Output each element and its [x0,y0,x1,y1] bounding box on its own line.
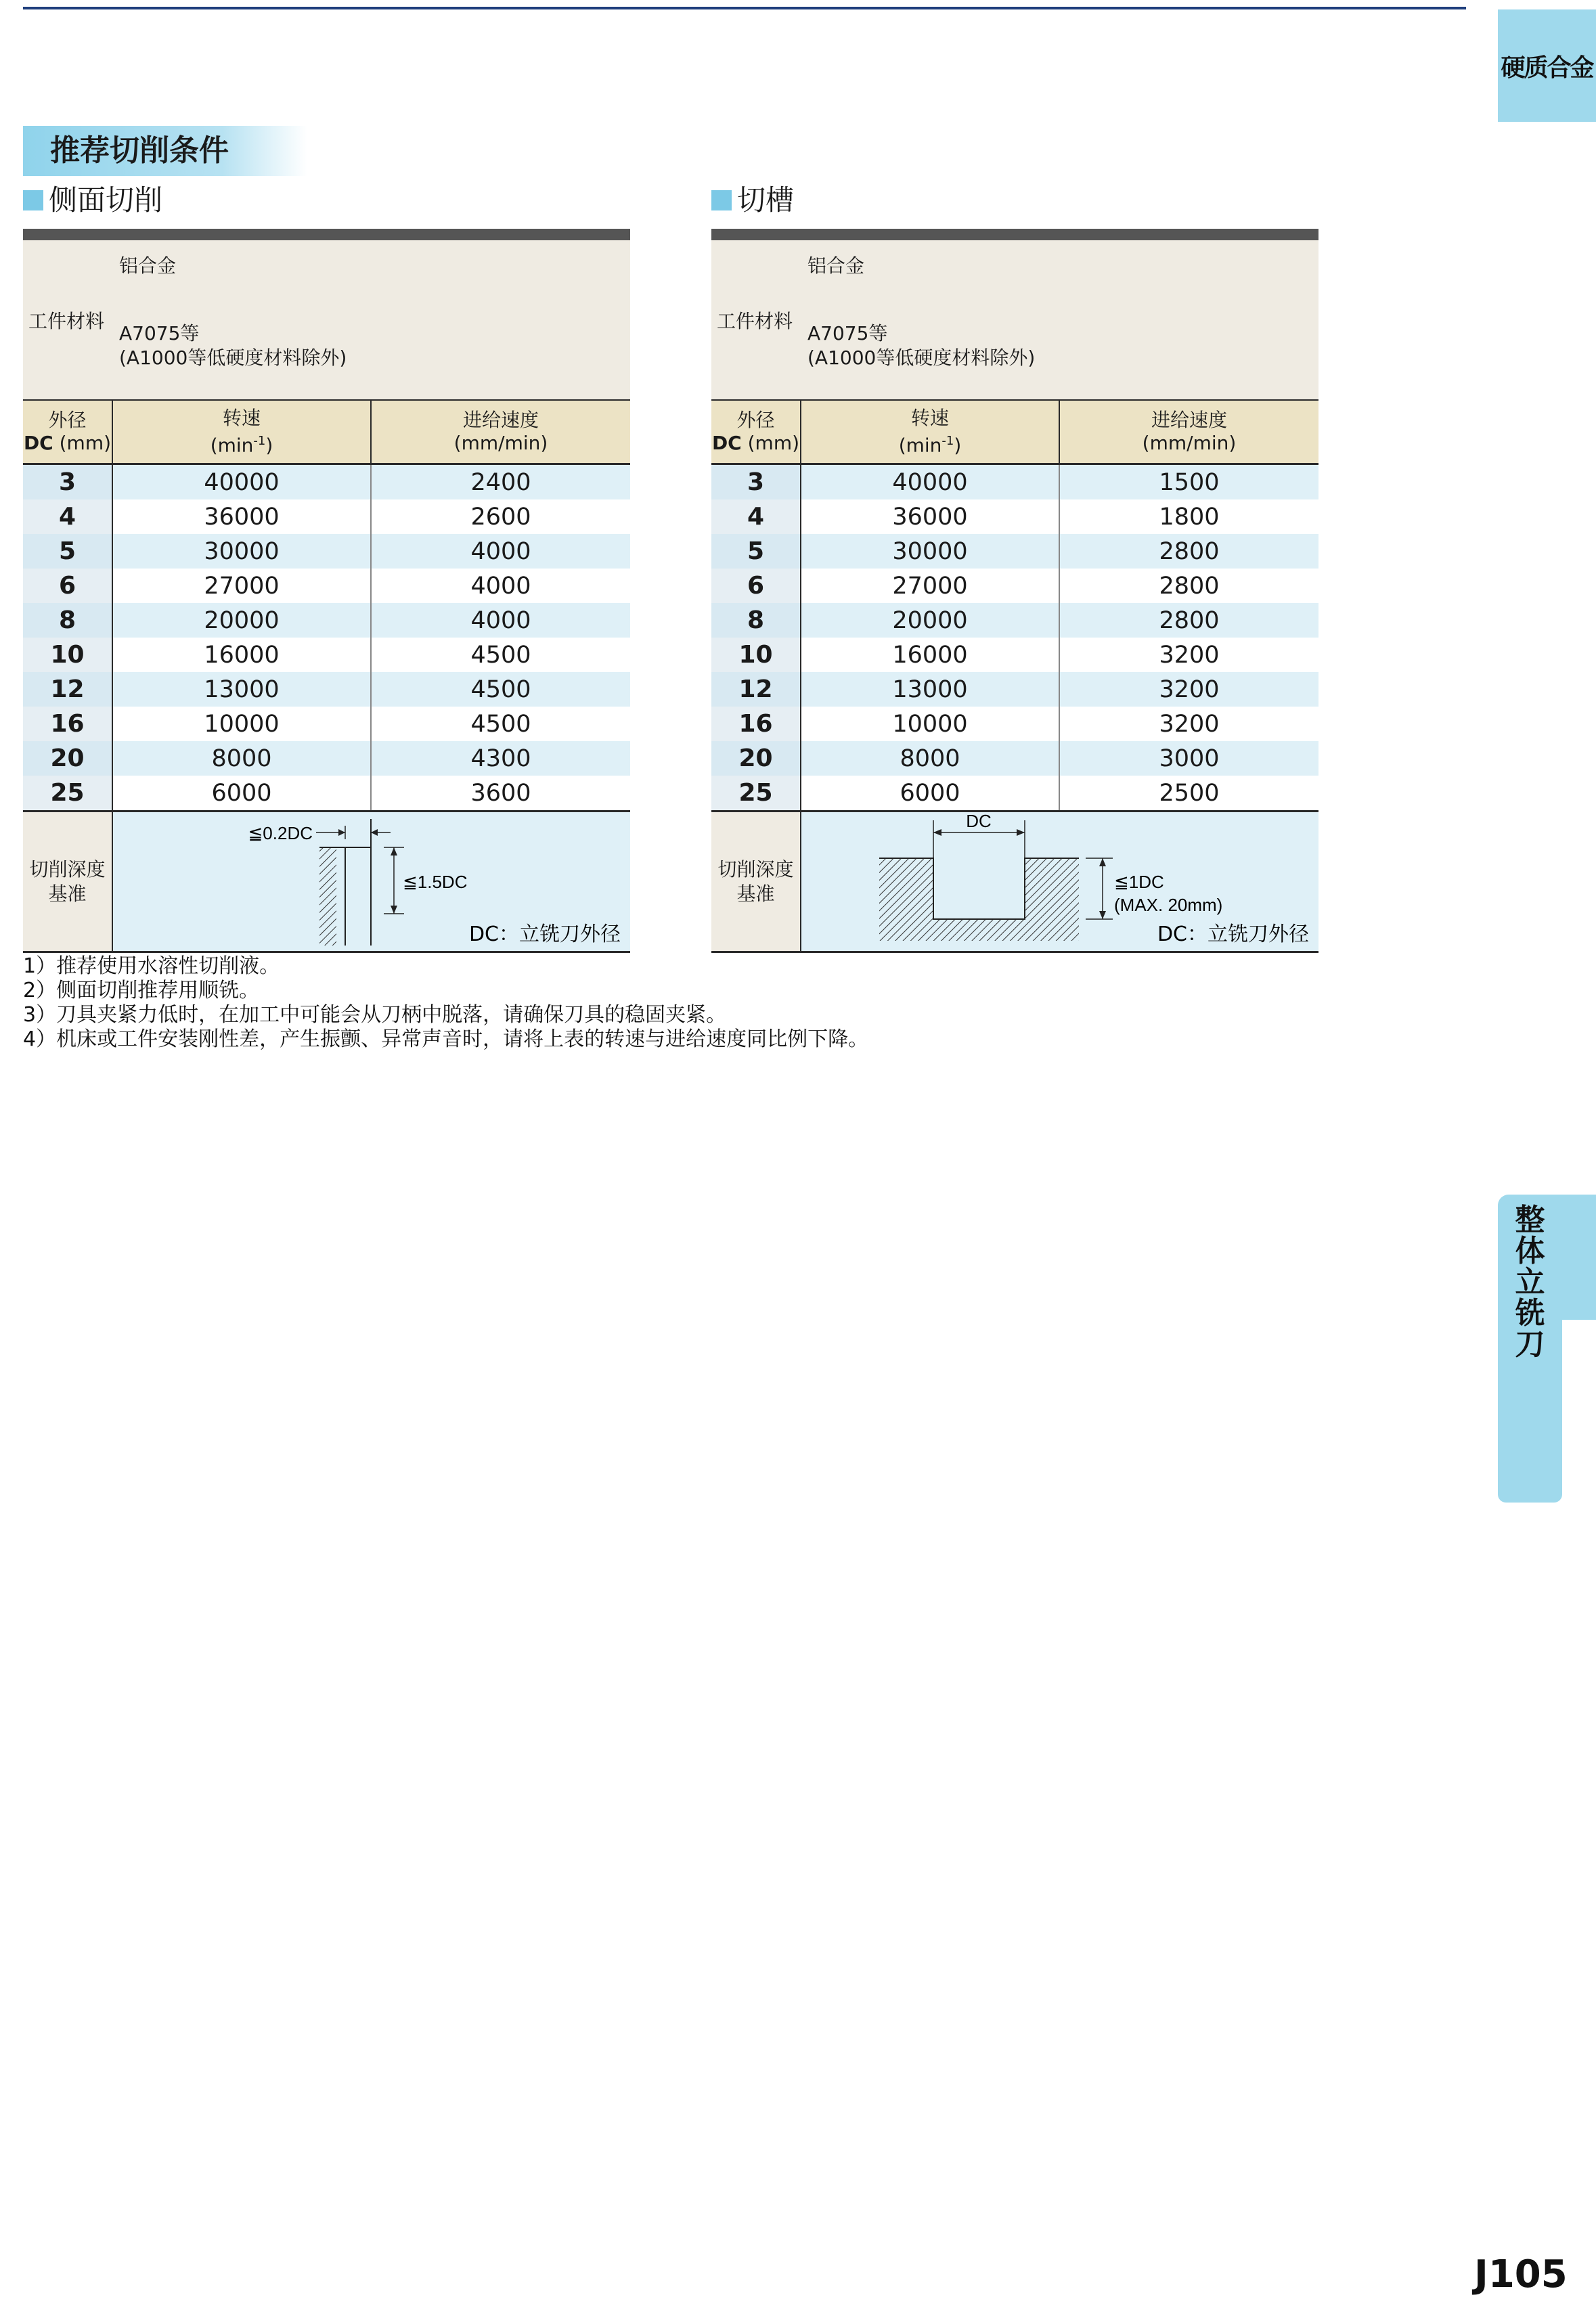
depth-label-line: 切削深度 [717,858,794,881]
cell-dc: 16 [23,707,112,741]
cell-dc: 25 [23,776,112,812]
square-bullet-icon [711,190,732,210]
cell-speed: 40000 [112,464,371,500]
cell-dc: 25 [711,776,801,812]
cell-speed: 30000 [112,534,371,569]
tab-solid-endmill-label [1498,1205,1562,1360]
cell-feed: 2800 [1059,534,1318,569]
cell-speed: 10000 [801,707,1059,741]
cell-dc: 3 [23,464,112,500]
square-bullet-icon [23,190,43,210]
cell-feed: 1800 [1059,499,1318,534]
cell-feed: 2800 [1059,603,1318,638]
header-speed-unit: (min [898,434,942,457]
cell-speed: 8000 [112,741,371,776]
table-row [23,464,630,500]
cell-dc: 20 [711,741,801,776]
cell-speed: 6000 [801,776,1059,812]
header-speed-sup: -1 [253,433,266,448]
material-label: 工件材料 [711,240,801,400]
cell-feed: 4500 [371,672,630,707]
cell-dc: 10 [711,638,801,672]
header-speed-close: ) [954,434,962,457]
table-row [711,638,1318,672]
table-row [711,776,1318,812]
cell-feed: 3200 [1059,638,1318,672]
note-item: 2）侧面切削推荐用顺铣。 [23,979,260,1002]
header-dc-symbol: DC [711,432,742,454]
cell-dc: 10 [23,638,112,672]
radial-depth-label: ≦0.2DC [248,823,313,843]
slotting-figure [801,812,1318,952]
side-cutting-figure [112,812,630,952]
side-cutting-diagram [113,812,631,951]
axial-depth-label: ≦1.5DC [403,872,468,892]
header-speed-sup: -1 [941,433,954,448]
depth-label-line: 切削深度 [29,858,106,881]
cell-dc: 20 [23,741,112,776]
tab-char: 立 [1515,1265,1545,1299]
cell-speed: 16000 [112,638,371,672]
table-row [711,464,1318,500]
slot-width-label: DC [966,812,992,831]
depth-label-line: 基准 [48,882,87,905]
cell-dc: 3 [711,464,801,500]
subtitle-label: 切槽 [737,183,795,217]
cell-speed: 13000 [801,672,1059,707]
cell-speed: 6000 [112,776,371,812]
cell-feed: 4500 [371,707,630,741]
cell-speed: 20000 [801,603,1059,638]
subtitle-label: 侧面切削 [49,183,163,217]
table-row [23,776,630,812]
cell-speed: 36000 [112,499,371,534]
cell-dc: 6 [23,569,112,603]
header-feed-unit: (mm/min) [453,432,548,454]
side-cutting-table [23,229,630,953]
table-row [23,603,630,638]
material-value [112,240,630,400]
tab-char: 刀 [1515,1327,1545,1362]
table-top-bar [711,229,1318,240]
table-row [711,707,1318,741]
cell-feed: 3200 [1059,707,1318,741]
note-item: 4）机床或工件安装刚性差，产生振颤、异常声音时，请将上表的转速与进给速度同比例下降。 [23,1027,869,1051]
dc-note: DC：立铣刀外径 [1157,922,1309,946]
material-line: 铝合金 [119,254,177,277]
header-speed-unit: (min [210,434,254,457]
tab-char: 整 [1515,1203,1545,1237]
header-dc [711,400,801,464]
header-speed-label: 转速 [222,406,261,429]
cell-feed: 4000 [371,603,630,638]
header-speed [112,400,371,464]
page-number: J105 [1474,2252,1568,2296]
cell-dc: 5 [711,534,801,569]
cell-feed: 4300 [371,741,630,776]
material-line: (A1000等低硬度材料除外) [807,347,1036,369]
cell-feed: 1500 [1059,464,1318,500]
header-feed-label: 进给速度 [1151,409,1227,431]
cell-feed: 3600 [371,776,630,812]
cell-feed: 4500 [371,638,630,672]
material-line: (A1000等低硬度材料除外) [119,347,347,369]
cell-feed: 3000 [1059,741,1318,776]
header-dc-symbol: DC [23,432,53,454]
cell-speed: 30000 [801,534,1059,569]
depth-label-line: 基准 [736,882,775,905]
cell-dc: 16 [711,707,801,741]
table-row [23,534,630,569]
dc-note: DC：立铣刀外径 [468,922,621,946]
material-line: A7075等 [807,322,888,344]
subtitle-slotting [711,180,794,221]
cell-speed: 40000 [801,464,1059,500]
cell-dc: 8 [711,603,801,638]
cell-feed: 2500 [1059,776,1318,812]
cell-dc: 4 [711,499,801,534]
tab-carbide[interactable]: 硬质合金 [1498,9,1596,122]
tab-char: 体 [1515,1234,1545,1268]
subtitle-side-cutting [23,180,162,221]
cell-feed: 4000 [371,569,630,603]
table-row [23,499,630,534]
header-feed [371,400,630,464]
cell-dc: 5 [23,534,112,569]
cell-speed: 13000 [112,672,371,707]
header-speed [801,400,1059,464]
cell-speed: 20000 [112,603,371,638]
table-row [711,603,1318,638]
cell-dc: 8 [23,603,112,638]
slotting-table [711,229,1318,953]
notes [23,954,868,1052]
table-top-bar [23,229,630,240]
header-dc-label: 外径 [736,409,775,431]
cell-speed: 10000 [112,707,371,741]
section-title: 推荐切削条件 [23,126,307,176]
header-speed-label: 转速 [910,406,949,429]
cell-feed: 3200 [1059,672,1318,707]
header-feed-unit: (mm/min) [1142,432,1237,454]
slotting-diagram [801,812,1319,951]
header-feed-label: 进给速度 [462,409,539,431]
header-speed-close: ) [265,434,273,457]
material-label: 工件材料 [23,240,112,400]
cell-speed: 27000 [112,569,371,603]
cell-speed: 8000 [801,741,1059,776]
slot-depth-label: ≦1DC [1114,872,1164,892]
slot-max-label: (MAX. 20mm) [1114,895,1223,915]
table-row [711,741,1318,776]
depth-label [23,812,112,952]
table-row [711,672,1318,707]
cell-speed: 36000 [801,499,1059,534]
header-dc-unit: (mm) [741,432,800,454]
material-line: A7075等 [119,322,200,344]
material-value [801,240,1318,400]
note-item: 3）刀具夹紧力低时，在加工中可能会从刀柄中脱落，请确保刀具的稳固夹紧。 [23,1003,727,1027]
cell-speed: 27000 [801,569,1059,603]
cell-dc: 12 [23,672,112,707]
table-row [711,499,1318,534]
cell-dc: 6 [711,569,801,603]
cell-dc: 12 [711,672,801,707]
header-dc-unit: (mm) [53,432,112,454]
table-row [23,638,630,672]
top-rule [23,7,1466,9]
table-row [23,707,630,741]
table-row [711,569,1318,603]
depth-label [711,812,801,952]
table-row [23,741,630,776]
header-dc-label: 外径 [48,409,87,431]
cell-speed: 16000 [801,638,1059,672]
table-row [23,672,630,707]
table-row [711,534,1318,569]
tab-char: 铣 [1515,1296,1545,1331]
material-line: 铝合金 [807,254,865,277]
cell-feed: 2600 [371,499,630,534]
cell-feed: 2400 [371,464,630,500]
header-feed [1059,400,1318,464]
cell-feed: 2800 [1059,569,1318,603]
note-item: 1）推荐使用水溶性切削液。 [23,954,280,978]
table-row [23,569,630,603]
cell-feed: 4000 [371,534,630,569]
cell-dc: 4 [23,499,112,534]
header-dc [23,400,112,464]
